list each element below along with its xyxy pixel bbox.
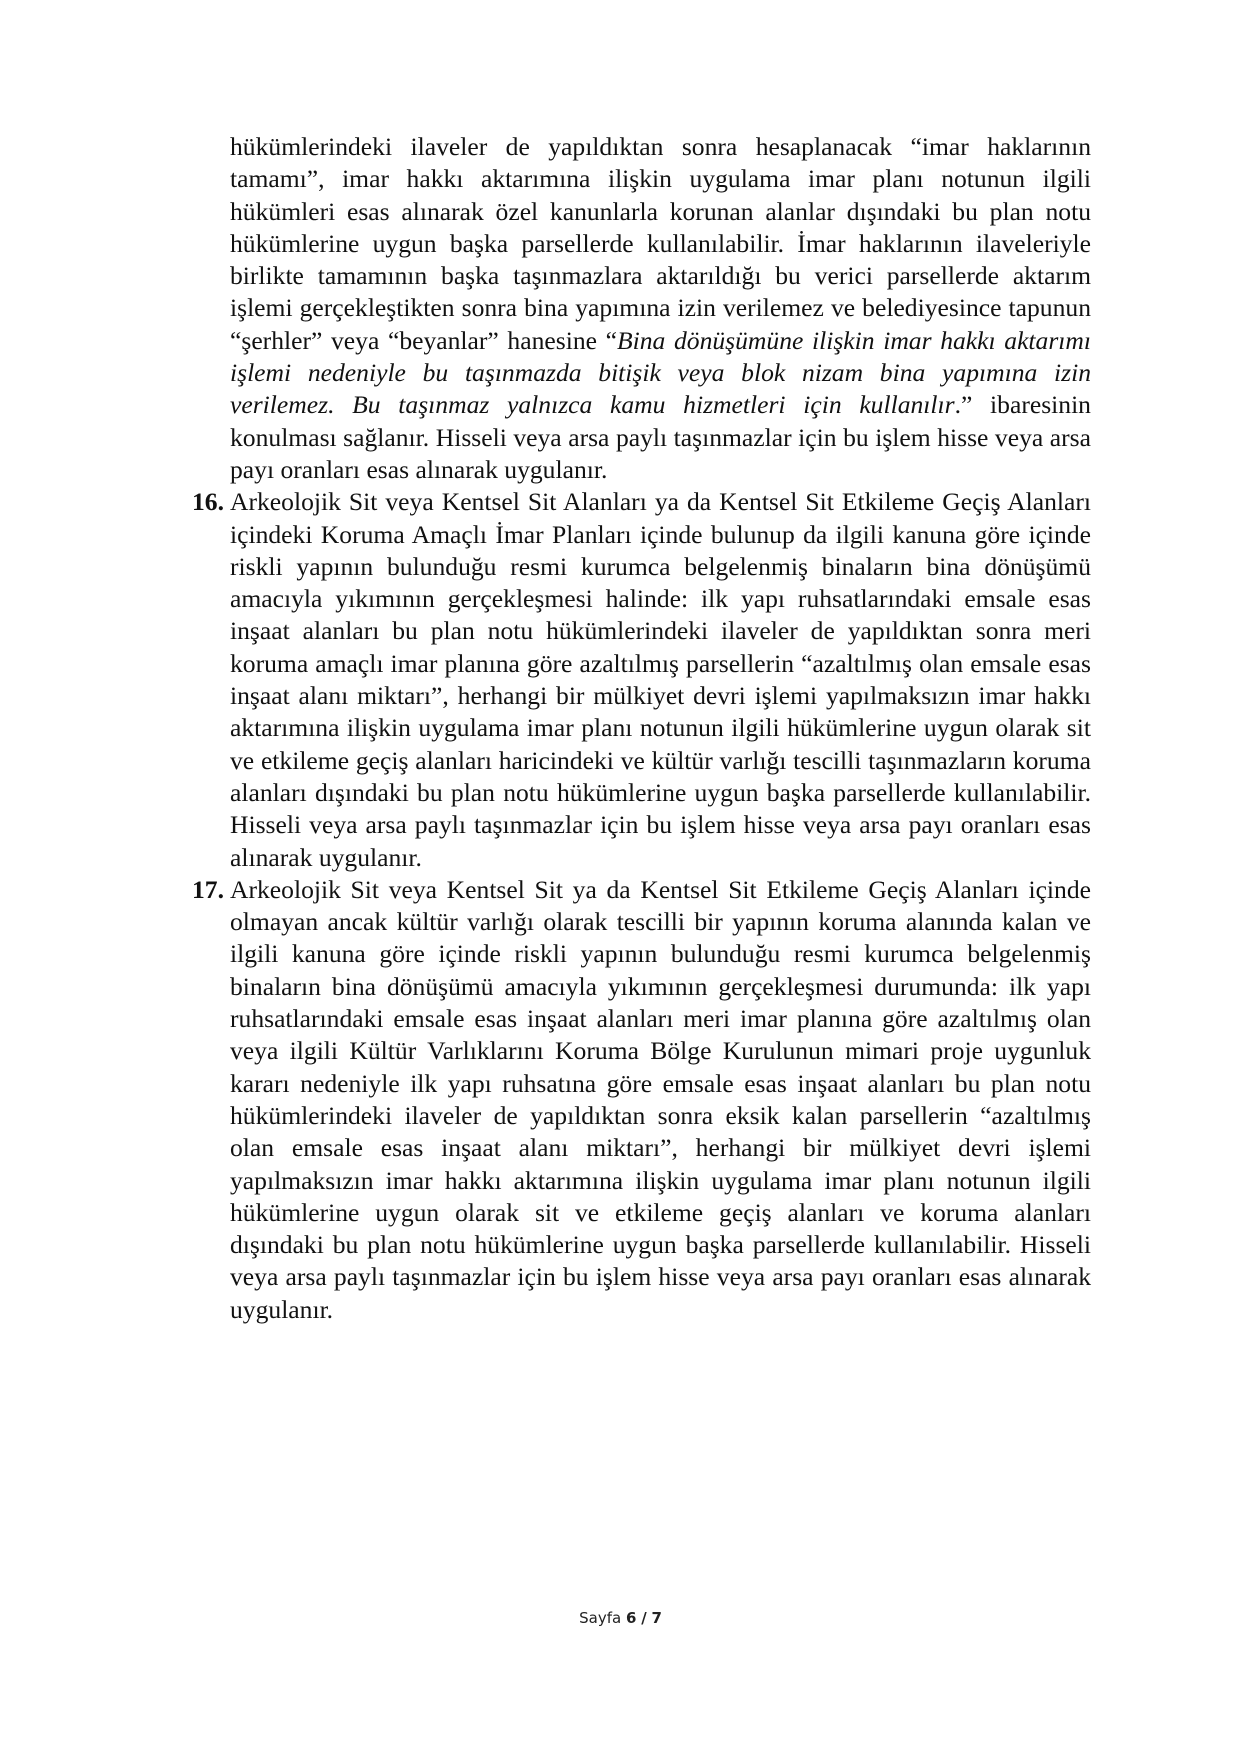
- item-number: 17.: [192, 874, 224, 904]
- list-item-16: [192, 486, 1091, 874]
- page-body: [192, 131, 1092, 1326]
- continuation-text: hükümlerindeki ilaveler de yapıldıktan sonra hesaplanacak “imar haklarının tamamı”, imar hakkı aktarımına ilişkin uygulama imar planı notunun ilgili hükümleri esas alınarak özel kanunlarla korunan alanlar dışındaki bu plan notu hükümlerine uygun başka parsellerde kullanılabilir. İmar haklarının ilaveleriyle birlikte tamamının başka taşınmazlara aktarıldığı bu verici parsellerde aktarım işlemi gerçekleştikten sonra bina yapımına izin verilemez ve belediyesince tapunun “şerhler” veya “beyanlar” hanesine “: [230, 132, 1091, 355]
- continuation-text-end: .” ibaresinin konulması sağlanır. Hisseli veya arsa paylı taşınmazlar için bu işlem hisse veya arsa payı oranları esas alınarak uygulanır.: [230, 390, 1091, 484]
- current-page-number: 6: [625, 1609, 637, 1627]
- continuation-paragraph: [230, 131, 1091, 486]
- italic-annotation-quote: Bina dönüşümüne ilişkin imar hakkı aktarımı işlemi nedeniyle bu taşınmazda bitişik veya blok nizam bina yapımına izin verilemez. Bu taşınmaz yalnızca kamu hizmetleri için kullanılır: [230, 325, 1092, 420]
- total-pages: 7: [651, 1609, 662, 1627]
- item-number: 16.: [192, 487, 224, 517]
- page-footer: [0, 1609, 1241, 1627]
- page-separator: /: [641, 1609, 647, 1627]
- page-label: Sayfa: [579, 1609, 622, 1627]
- item-text: Arkeolojik Sit veya Kentsel Sit ya da Kentsel Sit Etkileme Geçiş Alanları içinde olmayan ancak kültür varlığı olarak tescilli bir yapının koruma alanında kalan ve ilgili kanuna göre içinde riskli yapının bulunduğu resmi kurumca belgelenmiş binaların bina dönüşümü amacıyla yıkımının gerçekleşmesi durumunda: ilk yapı ruhsatlarındaki emsale esas inşaat alanları meri imar planına göre azaltılmış olan veya ilgili Kültür Varlıklarını Koruma Bölge Kurulunun mimari proje uygunluk kararı nedeniyle ilk yapı ruhsatına göre emsale esas inşaat alanları bu plan notu hükümlerindeki ilaveler de yapıldıktan sonra eksik kalan parsellerin “azaltılmış olan emsale esas inşaat alanı miktarı”, herhangi bir mülkiyet devri işlemi yapılmaksızın imar hakkı aktarımına ilişkin uygulama imar planı notunun ilgili hükümlerine uygun olarak sit ve etkileme geçiş alanları ve koruma alanları dışındaki bu plan notu hükümlerine uygun başka parsellerde kullanılabilir. Hisseli veya arsa paylı taşınmazlar için bu işlem hisse veya arsa payı oranları esas alınarak uygulanır.: [230, 874, 1091, 1324]
- list-item-17: [192, 874, 1091, 1326]
- item-text: Arkeolojik Sit veya Kentsel Sit Alanları ya da Kentsel Sit Etkileme Geçiş Alanları içindeki Koruma Amaçlı İmar Planları içinde bulunup da ilgili kanuna göre içinde riskli yapının bulunduğu resmi kurumca belgelenmiş binaların bina dönüşümü amacıyla yıkımının gerçekleşmesi halinde: ilk yapı ruhsatlarındaki emsale esas inşaat alanları bu plan notu hükümlerindeki ilaveler de yapıldıktan sonra meri koruma amaçlı imar planına göre azaltılmış parsellerin “azaltılmış olan emsale esas inşaat alanı miktarı”, herhangi bir mülkiyet devri işlemi yapılmaksızın imar hakkı aktarımına ilişkin uygulama imar planı notunun ilgili hükümlerine uygun olarak sit ve etkileme geçiş alanları haricindeki ve kültür varlığı tescilli taşınmazların koruma alanları dışındaki bu plan notu hükümlerine uygun başka parsellerde kullanılabilir. Hisseli veya arsa paylı taşınmazlar için bu işlem hisse veya arsa payı oranları esas alınarak uygulanır.: [230, 487, 1091, 872]
